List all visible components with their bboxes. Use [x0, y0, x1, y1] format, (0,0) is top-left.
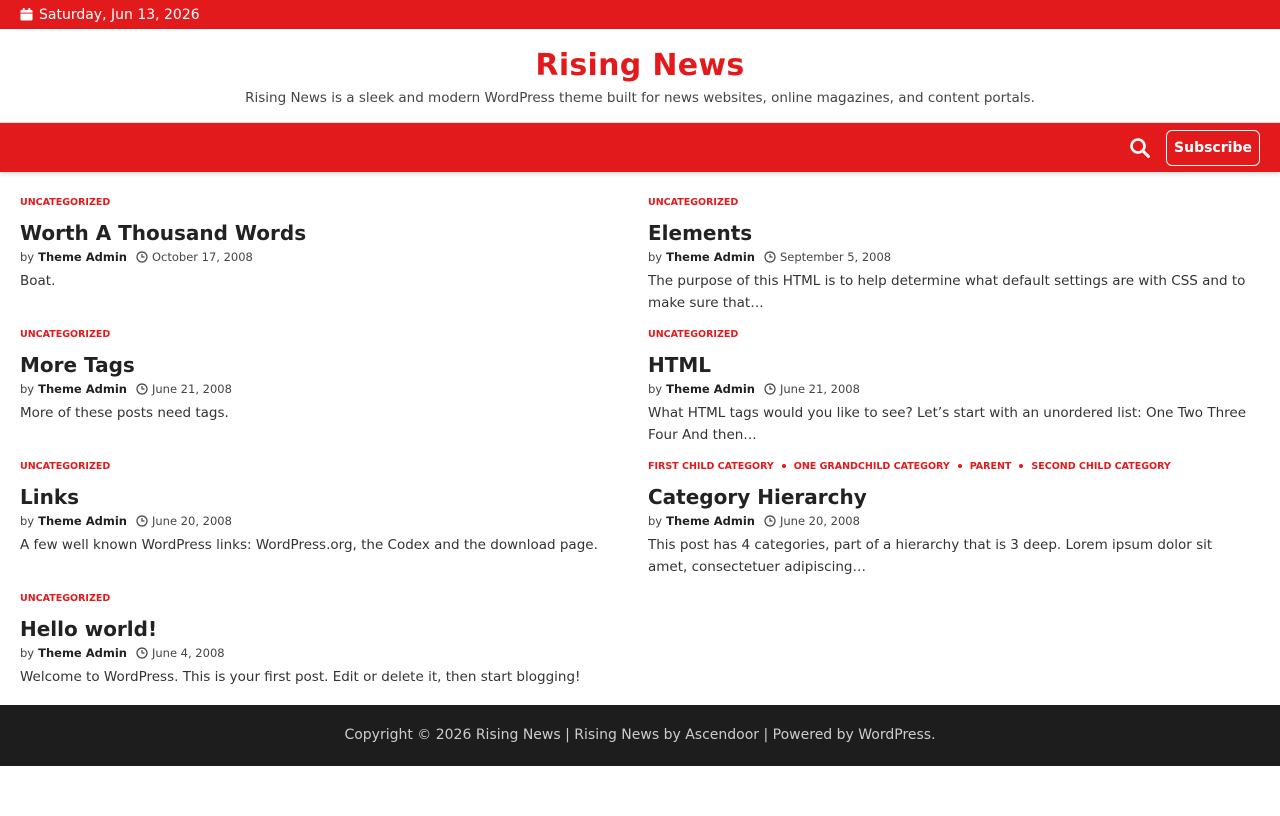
- footer-wordpress-link[interactable]: WordPress: [858, 727, 932, 743]
- top-bar: [0, 0, 1280, 29]
- post-by-label: by: [20, 646, 35, 660]
- footer-end: .: [931, 727, 936, 743]
- subscribe-button[interactable]: Subscribe: [1166, 130, 1260, 166]
- search-icon[interactable]: [1129, 137, 1151, 159]
- footer-powered-by: | Powered by: [763, 727, 854, 743]
- post-by-label: by: [20, 250, 35, 264]
- site-title[interactable]: Rising News: [535, 48, 745, 83]
- post-meta: [20, 381, 648, 397]
- clock-icon: [764, 515, 776, 527]
- post-meta: [20, 645, 648, 661]
- post-list: [20, 196, 1260, 724]
- footer-theme-name: Rising News by: [574, 727, 681, 743]
- post-by-label: by: [20, 514, 35, 528]
- category-link[interactable]: ONE GRANDCHILD CATEGORY: [793, 461, 950, 472]
- post-date[interactable]: September 5, 2008: [779, 250, 892, 264]
- footer-site-link[interactable]: Rising News: [475, 727, 561, 743]
- post-author[interactable]: Theme Admin: [38, 646, 127, 660]
- post-card: [20, 328, 648, 460]
- post-author[interactable]: Theme Admin: [38, 514, 127, 528]
- clock-icon: [136, 383, 148, 395]
- calendar-icon: [20, 8, 33, 21]
- current-date: Saturday, Jun 13, 2026: [39, 6, 200, 23]
- post-excerpt: The purpose of this HTML is to help determine what default settings are with CSS and to make sure that…: [648, 273, 1246, 311]
- site-description: Rising News is a sleek and modern WordPress theme built for news websites, online magazines, and content portals.: [245, 90, 1035, 106]
- footer-copyright: Copyright © 2026: [344, 727, 472, 743]
- category-link[interactable]: SECOND CHILD CATEGORY: [1031, 461, 1171, 472]
- category-separator: [1019, 464, 1023, 468]
- post-by-label: by: [648, 382, 663, 396]
- post-date[interactable]: June 4, 2008: [151, 646, 225, 660]
- site-footer: [0, 705, 1280, 766]
- post-author[interactable]: Theme Admin: [38, 382, 127, 396]
- category-link[interactable]: PARENT: [969, 461, 1012, 472]
- category-separator: [958, 464, 962, 468]
- post-categories: [648, 328, 1260, 342]
- post-date[interactable]: June 20, 2008: [779, 514, 860, 528]
- category-link[interactable]: UNCATEGORIZED: [648, 197, 739, 208]
- post-excerpt: What HTML tags would you like to see? Let’s start with an unordered list: One Two Three Four And then…: [648, 405, 1247, 443]
- footer-separator: |: [565, 727, 570, 743]
- clock-icon: [764, 383, 776, 395]
- post-excerpt: Welcome to WordPress. This is your first post. Edit or delete it, then start blogging!: [20, 669, 581, 685]
- category-link[interactable]: UNCATEGORIZED: [20, 593, 111, 604]
- clock-icon: [764, 251, 776, 263]
- post-date[interactable]: June 20, 2008: [151, 514, 232, 528]
- post-title[interactable]: Links: [20, 485, 80, 509]
- post-date[interactable]: June 21, 2008: [151, 382, 232, 396]
- clock-icon: [136, 515, 148, 527]
- category-link[interactable]: UNCATEGORIZED: [20, 329, 111, 340]
- post-meta: [648, 249, 1260, 265]
- post-excerpt: This post has 4 categories, part of a hierarchy that is 3 deep. Lorem ipsum dolor sit amet, consectetuer adipiscing…: [648, 537, 1213, 575]
- post-excerpt: Boat.: [20, 273, 56, 289]
- post-title[interactable]: Category Hierarchy: [648, 485, 867, 509]
- clock-icon: [136, 251, 148, 263]
- post-meta: [648, 381, 1260, 397]
- post-card: [20, 460, 648, 592]
- post-categories: [20, 460, 648, 474]
- post-card: [648, 328, 1260, 460]
- post-title[interactable]: Hello world!: [20, 617, 158, 641]
- post-categories: [648, 196, 1260, 210]
- footer-author-link[interactable]: Ascendoor: [685, 727, 760, 743]
- post-by-label: by: [648, 514, 663, 528]
- post-date[interactable]: October 17, 2008: [151, 250, 253, 264]
- post-card: [648, 460, 1260, 592]
- post-by-label: by: [20, 382, 35, 396]
- main-navigation: [0, 123, 1280, 172]
- post-categories: [20, 592, 648, 606]
- post-categories: [20, 328, 648, 342]
- post-meta: [648, 513, 1260, 529]
- category-separator: [782, 464, 786, 468]
- post-title[interactable]: More Tags: [20, 353, 135, 377]
- category-link[interactable]: UNCATEGORIZED: [648, 329, 739, 340]
- site-header: [0, 29, 1280, 123]
- post-categories: [20, 196, 648, 210]
- post-categories: [648, 460, 1260, 474]
- post-title[interactable]: Worth A Thousand Words: [20, 221, 307, 245]
- post-date[interactable]: June 21, 2008: [779, 382, 860, 396]
- post-by-label: by: [648, 250, 663, 264]
- post-title[interactable]: Elements: [648, 221, 753, 245]
- post-author[interactable]: Theme Admin: [666, 514, 755, 528]
- clock-icon: [136, 647, 148, 659]
- category-link[interactable]: UNCATEGORIZED: [20, 461, 111, 472]
- category-link[interactable]: UNCATEGORIZED: [20, 197, 111, 208]
- post-meta: [20, 249, 648, 265]
- post-author[interactable]: Theme Admin: [38, 250, 127, 264]
- post-author[interactable]: Theme Admin: [666, 250, 755, 264]
- post-card: [648, 196, 1260, 328]
- category-link[interactable]: FIRST CHILD CATEGORY: [648, 461, 774, 472]
- post-card: [20, 196, 648, 328]
- post-excerpt: A few well known WordPress links: WordPress.org, the Codex and the download page.: [20, 537, 598, 553]
- post-title[interactable]: HTML: [648, 353, 712, 377]
- post-excerpt: More of these posts need tags.: [20, 405, 229, 421]
- post-meta: [20, 513, 648, 529]
- post-author[interactable]: Theme Admin: [666, 382, 755, 396]
